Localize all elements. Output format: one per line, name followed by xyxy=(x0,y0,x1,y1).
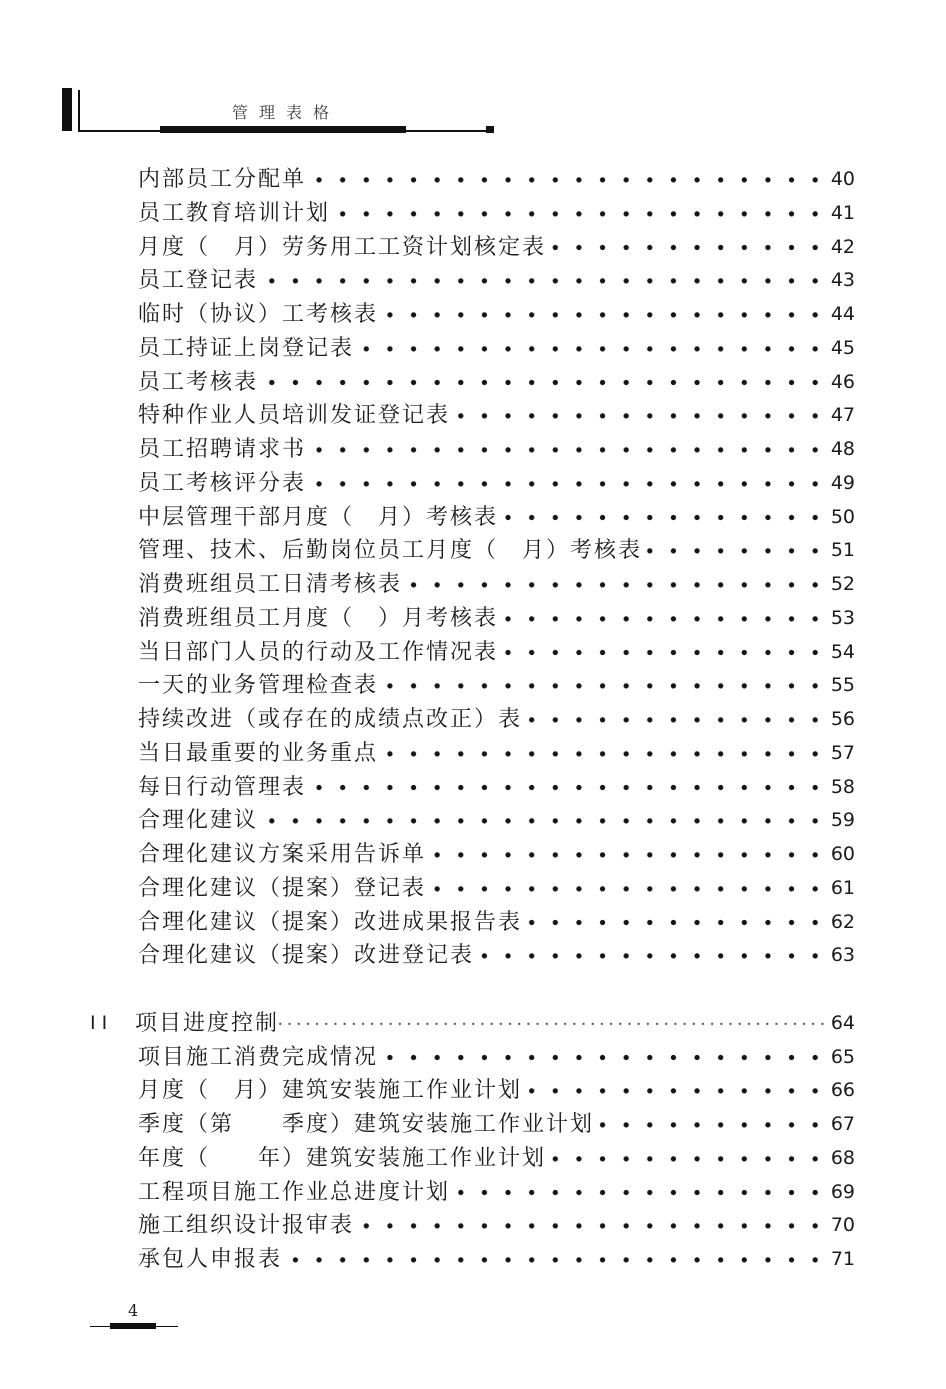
toc-entry-page: 57 xyxy=(830,741,855,764)
dot-leader xyxy=(306,163,827,197)
header-title: 管理表格 xyxy=(232,103,341,122)
toc-entry-title: 员工持证上岗登记表 xyxy=(138,335,355,361)
dot-leader xyxy=(378,737,827,771)
toc-entry-page: 42 xyxy=(830,235,855,258)
toc-entry-title: 项目施工消费完成情况 xyxy=(138,1044,379,1070)
toc-entry xyxy=(138,1142,855,1176)
dot-leader xyxy=(330,197,827,231)
dot-leader xyxy=(522,1074,827,1108)
toc-entry-title: 一天的业务管理检查表 xyxy=(138,673,379,699)
toc-entry-title: 管理、技术、后勤岗位员工月度（ 月）考核表 xyxy=(138,538,643,564)
toc-section xyxy=(90,1007,855,1041)
toc-entry-title: 合理化建议（提案）改进成果报告表 xyxy=(138,909,523,935)
toc-entry-title: 临时（协议）工考核表 xyxy=(138,302,379,327)
toc-entry-page: 53 xyxy=(830,606,855,629)
toc-entry xyxy=(138,703,855,737)
toc-entry-title: 中层管理干部月度（ 月）考核表 xyxy=(138,504,499,530)
toc-entry-page: 58 xyxy=(830,775,855,798)
footer-thick-bar xyxy=(110,1323,156,1329)
toc-entry-title: 施工组织设计报审表 xyxy=(138,1213,355,1239)
toc-entry-title: 合理化建议（提案）改进登记表 xyxy=(138,943,475,969)
toc-entry xyxy=(138,872,855,906)
toc-entry xyxy=(138,231,855,265)
toc-entry-page: 47 xyxy=(830,404,855,427)
toc-list xyxy=(90,163,855,1277)
toc-entry-title: 合理化建议方案采用告诉单 xyxy=(138,842,427,867)
dot-leader xyxy=(258,366,827,400)
toc-entry xyxy=(138,501,855,535)
toc-entry xyxy=(138,197,855,231)
dot-leader xyxy=(378,669,827,703)
toc-entry xyxy=(138,669,855,703)
header-thick-horizontal-bar xyxy=(160,126,406,133)
toc-entry xyxy=(138,1176,855,1210)
toc-entry-page: 69 xyxy=(830,1180,855,1203)
toc-entry-title: 承包人申报表 xyxy=(138,1247,283,1272)
page-number: 4 xyxy=(128,1301,139,1320)
dot-leader xyxy=(258,804,827,838)
toc-entry-page: 40 xyxy=(830,168,855,190)
toc-entry-title: 消费班组员工月度（ ）月考核表 xyxy=(138,605,499,631)
dot-leader xyxy=(450,399,827,433)
toc-entry-title: 合理化建议 xyxy=(138,808,259,834)
toc-entry-page: 44 xyxy=(830,303,855,325)
toc-entry-page: 46 xyxy=(830,370,855,393)
dot-leader xyxy=(282,1243,827,1277)
toc-entry xyxy=(138,939,855,973)
dot-leader xyxy=(450,1176,827,1210)
dot-leader xyxy=(279,1007,827,1041)
toc-entry-page: 68 xyxy=(830,1146,855,1169)
toc-entry-title: 季度（第 季度）建筑安装施工作业计划 xyxy=(138,1112,595,1137)
header-thick-vertical-bar xyxy=(62,88,72,131)
toc-entry xyxy=(138,1243,855,1277)
dot-leader xyxy=(378,1041,827,1075)
toc-entry-page: 67 xyxy=(830,1113,855,1135)
toc-entry xyxy=(138,298,855,332)
toc-entry xyxy=(138,399,855,433)
toc-entry-title: 特种作业人员培训发证登记表 xyxy=(138,403,451,429)
toc-entry-title: 员工招聘请求书 xyxy=(138,437,307,462)
toc-entry-title: 月度（ 月）劳务用工工资计划核定表 xyxy=(138,234,547,260)
toc-entry-page: 65 xyxy=(830,1045,855,1068)
dot-leader xyxy=(498,602,827,636)
dot-leader xyxy=(306,433,827,467)
dot-leader xyxy=(354,332,827,366)
toc-entry xyxy=(138,568,855,602)
dot-leader xyxy=(522,906,827,940)
toc-entry-page: 71 xyxy=(830,1248,855,1270)
section-page: 64 xyxy=(830,1011,855,1034)
toc-entry-title: 内部员工分配单 xyxy=(138,167,307,192)
dot-leader xyxy=(258,264,827,298)
toc-entry-page: 50 xyxy=(830,505,855,528)
toc-entry-title: 月度（ 月）建筑安装施工作业计划 xyxy=(138,1078,523,1104)
toc-entry-page: 54 xyxy=(830,640,855,663)
toc-entry-page: 55 xyxy=(830,674,855,697)
toc-entry-page: 70 xyxy=(830,1214,855,1237)
toc-entry xyxy=(138,771,855,805)
toc-entry xyxy=(138,1209,855,1243)
toc-entry xyxy=(138,838,855,872)
dot-leader xyxy=(522,703,827,737)
dot-leader xyxy=(474,939,827,973)
toc-entry-title: 当日最重要的业务重点 xyxy=(138,740,379,766)
toc-entry-title: 持续改进（或存在的成绩点改正）表 xyxy=(138,707,523,732)
toc-entry-page: 51 xyxy=(830,539,855,562)
toc-entry xyxy=(138,332,855,366)
toc-entry-title: 员工考核表 xyxy=(138,369,259,395)
toc-entry xyxy=(138,804,855,838)
toc-entry xyxy=(138,1041,855,1075)
toc-entry-page: 59 xyxy=(830,809,855,832)
header-thin-vertical-line xyxy=(78,90,80,131)
toc-entry xyxy=(138,433,855,467)
dot-leader xyxy=(306,771,827,805)
toc-entry xyxy=(138,636,855,670)
toc-entry-page: 63 xyxy=(830,944,855,967)
dot-leader xyxy=(498,636,827,670)
toc-entry-title: 年度（ 年）建筑安装施工作业计划 xyxy=(138,1145,547,1171)
section-title: 项目进度控制 xyxy=(135,1010,280,1036)
dot-leader xyxy=(546,1142,827,1176)
dot-leader xyxy=(594,1108,827,1142)
dot-leader xyxy=(546,231,827,265)
toc-entry-title: 员工登记表 xyxy=(138,268,259,294)
dot-leader xyxy=(378,298,827,332)
toc-entry-page: 43 xyxy=(830,269,855,292)
dot-leader xyxy=(354,1209,827,1243)
dot-leader xyxy=(426,838,827,872)
toc-entry-page: 45 xyxy=(830,336,855,359)
section-spacer xyxy=(138,973,855,1007)
toc-entry-page: 66 xyxy=(830,1079,855,1102)
dot-leader xyxy=(498,501,827,535)
toc-entry-title: 消费班组员工日清考核表 xyxy=(138,572,403,597)
toc-entry xyxy=(138,602,855,636)
toc-entry-page: 62 xyxy=(830,910,855,933)
toc-entry-page: 56 xyxy=(830,708,855,730)
dot-leader xyxy=(402,568,827,602)
dot-leader xyxy=(306,467,827,501)
toc-entry-title: 每日行动管理表 xyxy=(138,774,307,800)
toc-entry-title: 员工考核评分表 xyxy=(138,470,307,496)
toc-entry-page: 61 xyxy=(830,876,855,899)
toc-entry xyxy=(138,467,855,501)
section-numeral: II xyxy=(90,1011,114,1034)
toc-entry xyxy=(138,264,855,298)
header-end-square xyxy=(486,126,494,133)
toc-entry-title: 工程项目施工作业总进度计划 xyxy=(138,1179,451,1205)
toc-entry xyxy=(138,1108,855,1142)
toc-entry xyxy=(138,534,855,568)
toc-entry-page: 41 xyxy=(830,201,855,224)
toc-entry-page: 49 xyxy=(830,471,855,494)
toc-entry-page: 60 xyxy=(830,843,855,865)
toc-entry xyxy=(138,366,855,400)
toc-entry-title: 员工教育培训计划 xyxy=(138,200,331,226)
toc-entry xyxy=(138,906,855,940)
toc-entry xyxy=(138,737,855,771)
toc-entry-title: 当日部门人员的行动及工作情况表 xyxy=(138,639,499,665)
toc-entry-title: 合理化建议（提案）登记表 xyxy=(138,875,427,901)
toc-entry xyxy=(138,1074,855,1108)
dot-leader xyxy=(642,534,827,568)
toc-entry-page: 48 xyxy=(830,438,855,460)
toc-entry-page: 52 xyxy=(830,573,855,595)
toc-entry xyxy=(138,163,855,197)
dot-leader xyxy=(426,872,827,906)
